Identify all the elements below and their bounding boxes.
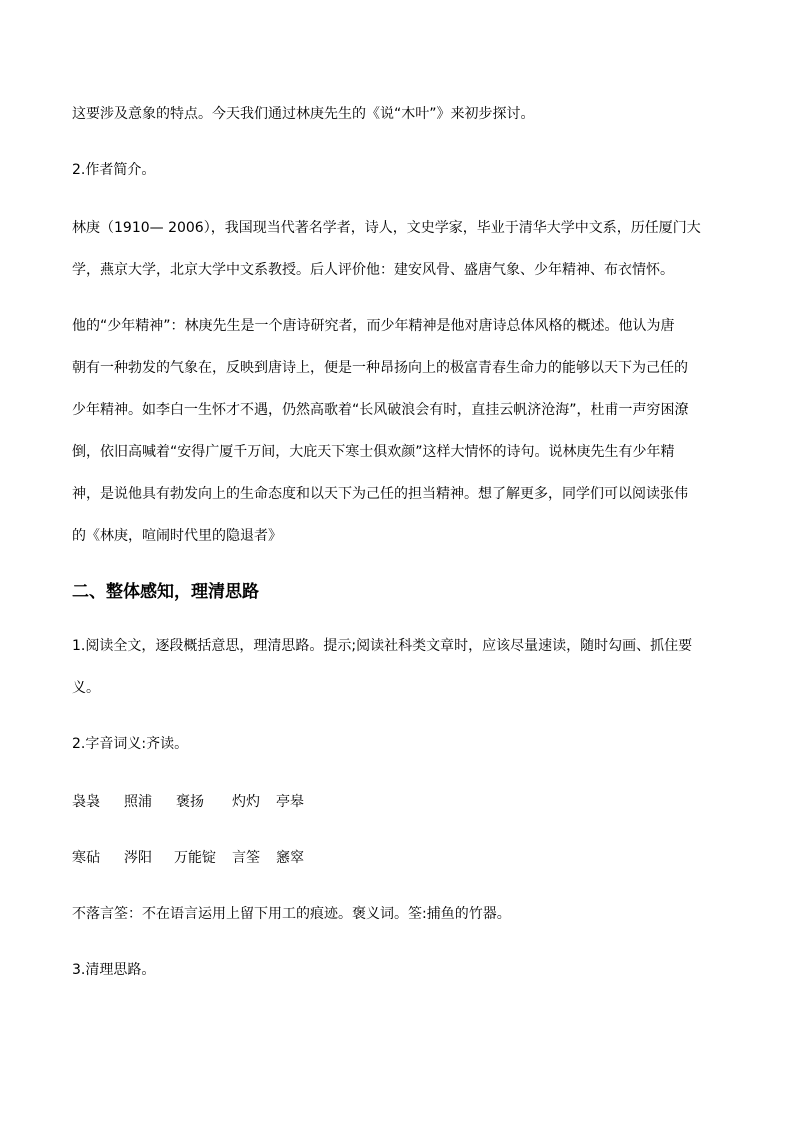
- structure-heading: 3.清理思路。: [72, 962, 156, 978]
- vocab-word: 灼灼: [232, 794, 260, 810]
- youth-spirit-line-5: 神，是说他具有勃发向上的生命态度和以天下为己任的担当精神。想了解更多，同学们可以阅读张伟: [72, 486, 688, 502]
- pronunciation-heading: 2.字音词义:齐读。: [72, 736, 189, 752]
- youth-spirit-line-4: 倒，依旧高喊着“安得广厦千万间，大庇天下寒士俱欢颜”这样大情怀的诗句。说林庚先生有少年精: [72, 444, 675, 460]
- youth-spirit-line-3: 少年精神。如李白一生怀才不遇，仍然高歌着“长风破浪会有时，直挂云帆济沧海”，杜甫一声穷困潦: [72, 402, 689, 418]
- vocab-word: 万能锭: [174, 850, 216, 866]
- vocab-word: 涔阳: [124, 850, 152, 866]
- youth-spirit-line-1: 他的“少年精神”：林庚先生是一个唐诗研究者，而少年精神是他对唐诗总体风格的概述。他认为唐: [72, 318, 675, 334]
- vocab-word: 窸窣: [276, 850, 304, 866]
- intro-paragraph: 这要涉及意象的特点。今天我们通过林庚先生的《说“木叶”》来初步探讨。: [72, 106, 535, 122]
- vocab-word: 寒砧: [72, 850, 100, 866]
- youth-spirit-line-2: 朝有一种勃发的气象在，反映到唐诗上，便是一种昂扬向上的极富青春生命力的能够以天下为己任的: [72, 360, 688, 376]
- author-bio-line-2: 学，燕京大学，北京大学中文系教授。后人评价他：建安风骨、盛唐气象、少年精神、布衣情怀。: [72, 262, 674, 278]
- definition-line: 不落言筌：不在语言运用上留下用工的痕迹。褒义词。筌:捕鱼的竹器。: [72, 906, 511, 922]
- vocab-word: 亭皋: [276, 794, 304, 810]
- section-heading: 二、整体感知，理清思路: [72, 582, 259, 602]
- reading-task-line-2: 义。: [72, 680, 100, 696]
- author-bio-line-1: 林庚（1910— 2006），我国现当代著名学者，诗人，文史学家，毕业于清华大学中文系，历任厦门大: [72, 220, 701, 236]
- vocab-word: 袅袅: [72, 794, 100, 810]
- youth-spirit-line-6: 的《林庚，喧闹时代里的隐退者》: [72, 528, 282, 544]
- vocab-word: 褒扬: [176, 794, 204, 810]
- author-intro-heading: 2.作者简介。: [72, 162, 156, 178]
- vocab-word: 言筌: [232, 850, 260, 866]
- reading-task-line-1: 1.阅读全文，逐段概括意思，理清思路。提示;阅读社科类文章时，应该尽量速读，随时勾画、抓住要: [72, 638, 693, 654]
- vocab-word: 照浦: [124, 794, 152, 810]
